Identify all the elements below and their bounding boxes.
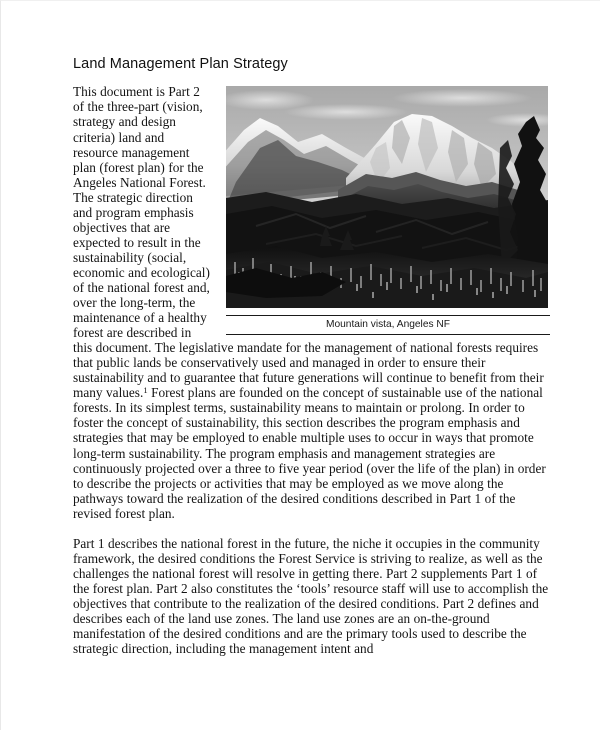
mountain-vista-photo [226, 86, 548, 308]
paragraph-1-continued: Forest plans are founded on the concept of sustainable use of the national forests. In its simplest terms, sustainability means to maintain or prolong. In order to foster the concept of sustainability, this section describes the program emphasis and strategies that may be employed to enable multiple uses to occur in ways that promote long-term sustainability. The program emphasis and management strategies are continuously projected over a three to five year period (over the life of the plan) in order to describe the projects or activities that may be employed as we move along the pathways toward the realization of the desired conditions described in Part 1 of the revised forest plan. [73, 385, 546, 521]
figure-caption-box [226, 315, 550, 335]
figure-caption: Mountain vista, Angeles NF [325, 319, 450, 331]
document-content [73, 56, 550, 656]
paragraph-1-text: This document is Part 2 of the three-part (vision, strategy and design criteria) land and resource management plan (forest plan) for the Angeles National Forest. The strategic direction and program emphasis objectives that are expected to result in the sustainability (social, economic and ecological) of the national forest and, over the long-term, the maintenance of a healthy forest are described in this document. The legislative mandate for the management of national forests requires that public lands be conservatively used and managed in order to ensure their sustainability and to guarantee that future generations will continue to benefit from their many values. [73, 84, 544, 401]
document-body [73, 84, 550, 656]
paragraph-2: Part 1 describes the national forest in the future, the niche it occupies in the community framework, the desired conditions the Forest Service is striving to realize, as well as the challenges the national forest will resolve in getting there. Part 2 supplements Part 1 of the forest plan. Part 2 also constitutes the ‘tools’ resource staff will use to accomplish the objectives that contribute to the realization of the desired conditions. Part 2 defines and describes each of the land use zones. The land use zones are an on-the-ground manifestation of the desired conditions and are the primary tools used to describe the strategic direction, including the management intent and [73, 535, 549, 657]
paragraph-spacer [73, 521, 550, 536]
figure-mountain-vista [226, 86, 550, 335]
page-title: Land Management Plan Strategy [73, 56, 288, 72]
mountain-photo-graphic [226, 86, 548, 308]
footnote-marker: 1 [143, 385, 148, 396]
